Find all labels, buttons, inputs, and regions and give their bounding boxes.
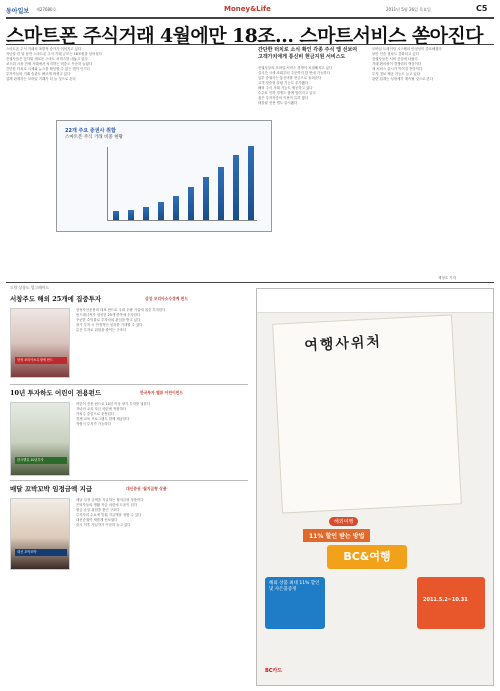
chart-bar bbox=[203, 177, 209, 220]
byline: 제정호 기자 bbox=[438, 276, 457, 280]
chart-bar bbox=[158, 202, 164, 220]
article-1-subtitle: 삼성 코리아소수정예 펀드 bbox=[145, 296, 188, 301]
middle-text-column: 증권사들의 모바일 서비스 경쟁이 치열해지고 있다 실시간 시세 조회부터 주문까지 한 번에 가능하다 일부 증권사는 통신비를 현금으로 돌려준다 고객 맞춤형 알림 기능도 추가됐다 해외 주식 거래 기능도 제공하고 있다 수수료 인하 경쟁도 함께 벌어지고 있다 젊은 투자자층의 이용이 특히 많다 태블릿 전용 앱도 출시됐다 bbox=[258, 66, 333, 105]
article-2-title: 10년 투자하도 어린이 전용펀드 bbox=[10, 389, 102, 397]
ad-dates: 2011.5.2~10.31 bbox=[423, 597, 468, 603]
deck bbox=[258, 47, 368, 61]
ad-card: BC&여행 bbox=[327, 545, 407, 569]
masthead bbox=[6, 4, 494, 16]
section-label: 드림 상품도 업그레이드 bbox=[10, 285, 50, 290]
chart-bar bbox=[233, 155, 239, 220]
chart-bar bbox=[113, 211, 119, 220]
chart-bar bbox=[143, 207, 149, 220]
chart-plot bbox=[107, 147, 257, 221]
article-1-text: 삼성자산운용의 대표 펀드로 국내 우량 기업에 집중 투자한다 펀드매니저가 엄선한 25개 종목에 투자한다 꾸준한 수익률로 투자자의 관심을 받고 있다 장기 투자 시 안정적인 성과를 기대할 수 있다 분산 투자로 위험을 줄이는 구조다 bbox=[76, 308, 166, 332]
ad-footer: BC카드 bbox=[265, 668, 283, 674]
article-2-caption: 한국밸류 10년투자 bbox=[15, 457, 67, 464]
lead-text-column: 스마트폰 주식 거래의 폭발적 증가가 이어지고 있다 지난달 한 달 동안 스마트폰 주식 거래 규모는 18조원을 넘어섰다 증권사들은 앞다퉈 새로운 스마트 서비스를 내놓고 있다 코스피 시장 전체 거래에서 차지하는 비중도 꾸준히 늘었다 간단한 터치로 시세와 뉴스를 확인할 수 있는 앱이 인기다 투자자들의 거래 습관도 빠르게 바뀌고 있다 업계 관계자는 모바일 거래가 더 늘 것으로 본다 bbox=[6, 47, 102, 81]
ad-badge-top: 해외여행 bbox=[329, 517, 358, 526]
chart-bar bbox=[218, 167, 224, 220]
ad-block bbox=[256, 288, 494, 686]
ad-date-box bbox=[417, 577, 485, 629]
page-headline: 스마트폰 주식거래 4월에만 18조… 스마트서비스 쏟아진다 bbox=[6, 25, 483, 47]
article-3-subtitle: 대신증권 '월지급형 상품' bbox=[126, 486, 168, 491]
paper-name: 동아일보 bbox=[6, 8, 30, 15]
right-text-column: 모바일 트레이딩 시스템의 안정성이 중요해졌다 보안 인증 절차도 강화되고 있다 증권사들은 서버 증설에 나섰다 거래 편의성이 경쟁력의 핵심이다 새 서비스 출시가 이어질 전망이다 투자 정보 제공 기능도 늘고 있다 관련 업계는 성장세가 계속될 것으로 본다 bbox=[372, 47, 442, 81]
article-3-title: 매달 꼬박꼬박 임정금액 지급 bbox=[10, 485, 93, 493]
issue-date: 2011년 5월 26일 목요일 bbox=[386, 7, 431, 12]
deck-line-1: 간단한 터치로 소식 확인 각종 주식 앱 선보여 bbox=[258, 47, 358, 53]
page-number: C5 bbox=[476, 4, 488, 13]
chart-panel bbox=[56, 120, 272, 232]
article-2-text: 어린이 전용 펀드로 10년 이상 장기 투자를 권한다 자녀의 교육 자금 마련에 적합하다 가치주 중심으로 운용된다 경제 교육 프로그램도 함께 제공한다 적립식 투자가 가능하다 bbox=[76, 402, 151, 426]
chart-bar bbox=[188, 187, 194, 220]
issue-number: 제27680호 bbox=[36, 7, 57, 12]
article-2-subtitle: 한국투자 밸류 어린이펀드 bbox=[140, 390, 183, 395]
article-1-title: 서창주도 해외 25개에 집중투자 bbox=[10, 295, 102, 303]
chart-bar bbox=[128, 210, 134, 220]
section-name: Money&Life bbox=[224, 5, 271, 13]
ad-title: 여행사위처 bbox=[303, 334, 383, 355]
ad-promo: 해외 상품 최대 11% 할인 및 사은품증정 bbox=[265, 577, 325, 629]
article-3-caption: 대신 꼬박꼬박 bbox=[15, 549, 67, 556]
chart-title: 22개 주요 증권사 취합 bbox=[65, 128, 116, 134]
chart-bar bbox=[248, 146, 254, 220]
article-1-photo bbox=[10, 308, 70, 378]
article-2-photo bbox=[10, 402, 70, 476]
chart-bar bbox=[173, 196, 179, 220]
ad-badge-mid: 11% 할인 받는 방법 bbox=[303, 529, 370, 542]
deck-line-2: 고객가치에게 통신비 현금지원 서비스도 bbox=[258, 54, 346, 60]
ad-postcard bbox=[272, 314, 462, 513]
chart-subtitle: 스마트폰 주식 거래 비중 현황 bbox=[65, 135, 123, 140]
article-3-photo bbox=[10, 498, 70, 570]
article-1-caption: 삼성 코리아소수정예 펀드 bbox=[15, 357, 67, 364]
article-3-text: 매달 일정 금액을 지급하는 월지급형 상품이다 은퇴자들의 생활 자금 마련에 도움이 된다 원금 손실 위험을 줄인 구조다 투자자의 수요에 맞춰 지급액을 정할 수 있다 대신증권이 새롭게 선보였다 출시 이후 가입자가 꾸준히 늘고 있다 bbox=[76, 498, 144, 527]
